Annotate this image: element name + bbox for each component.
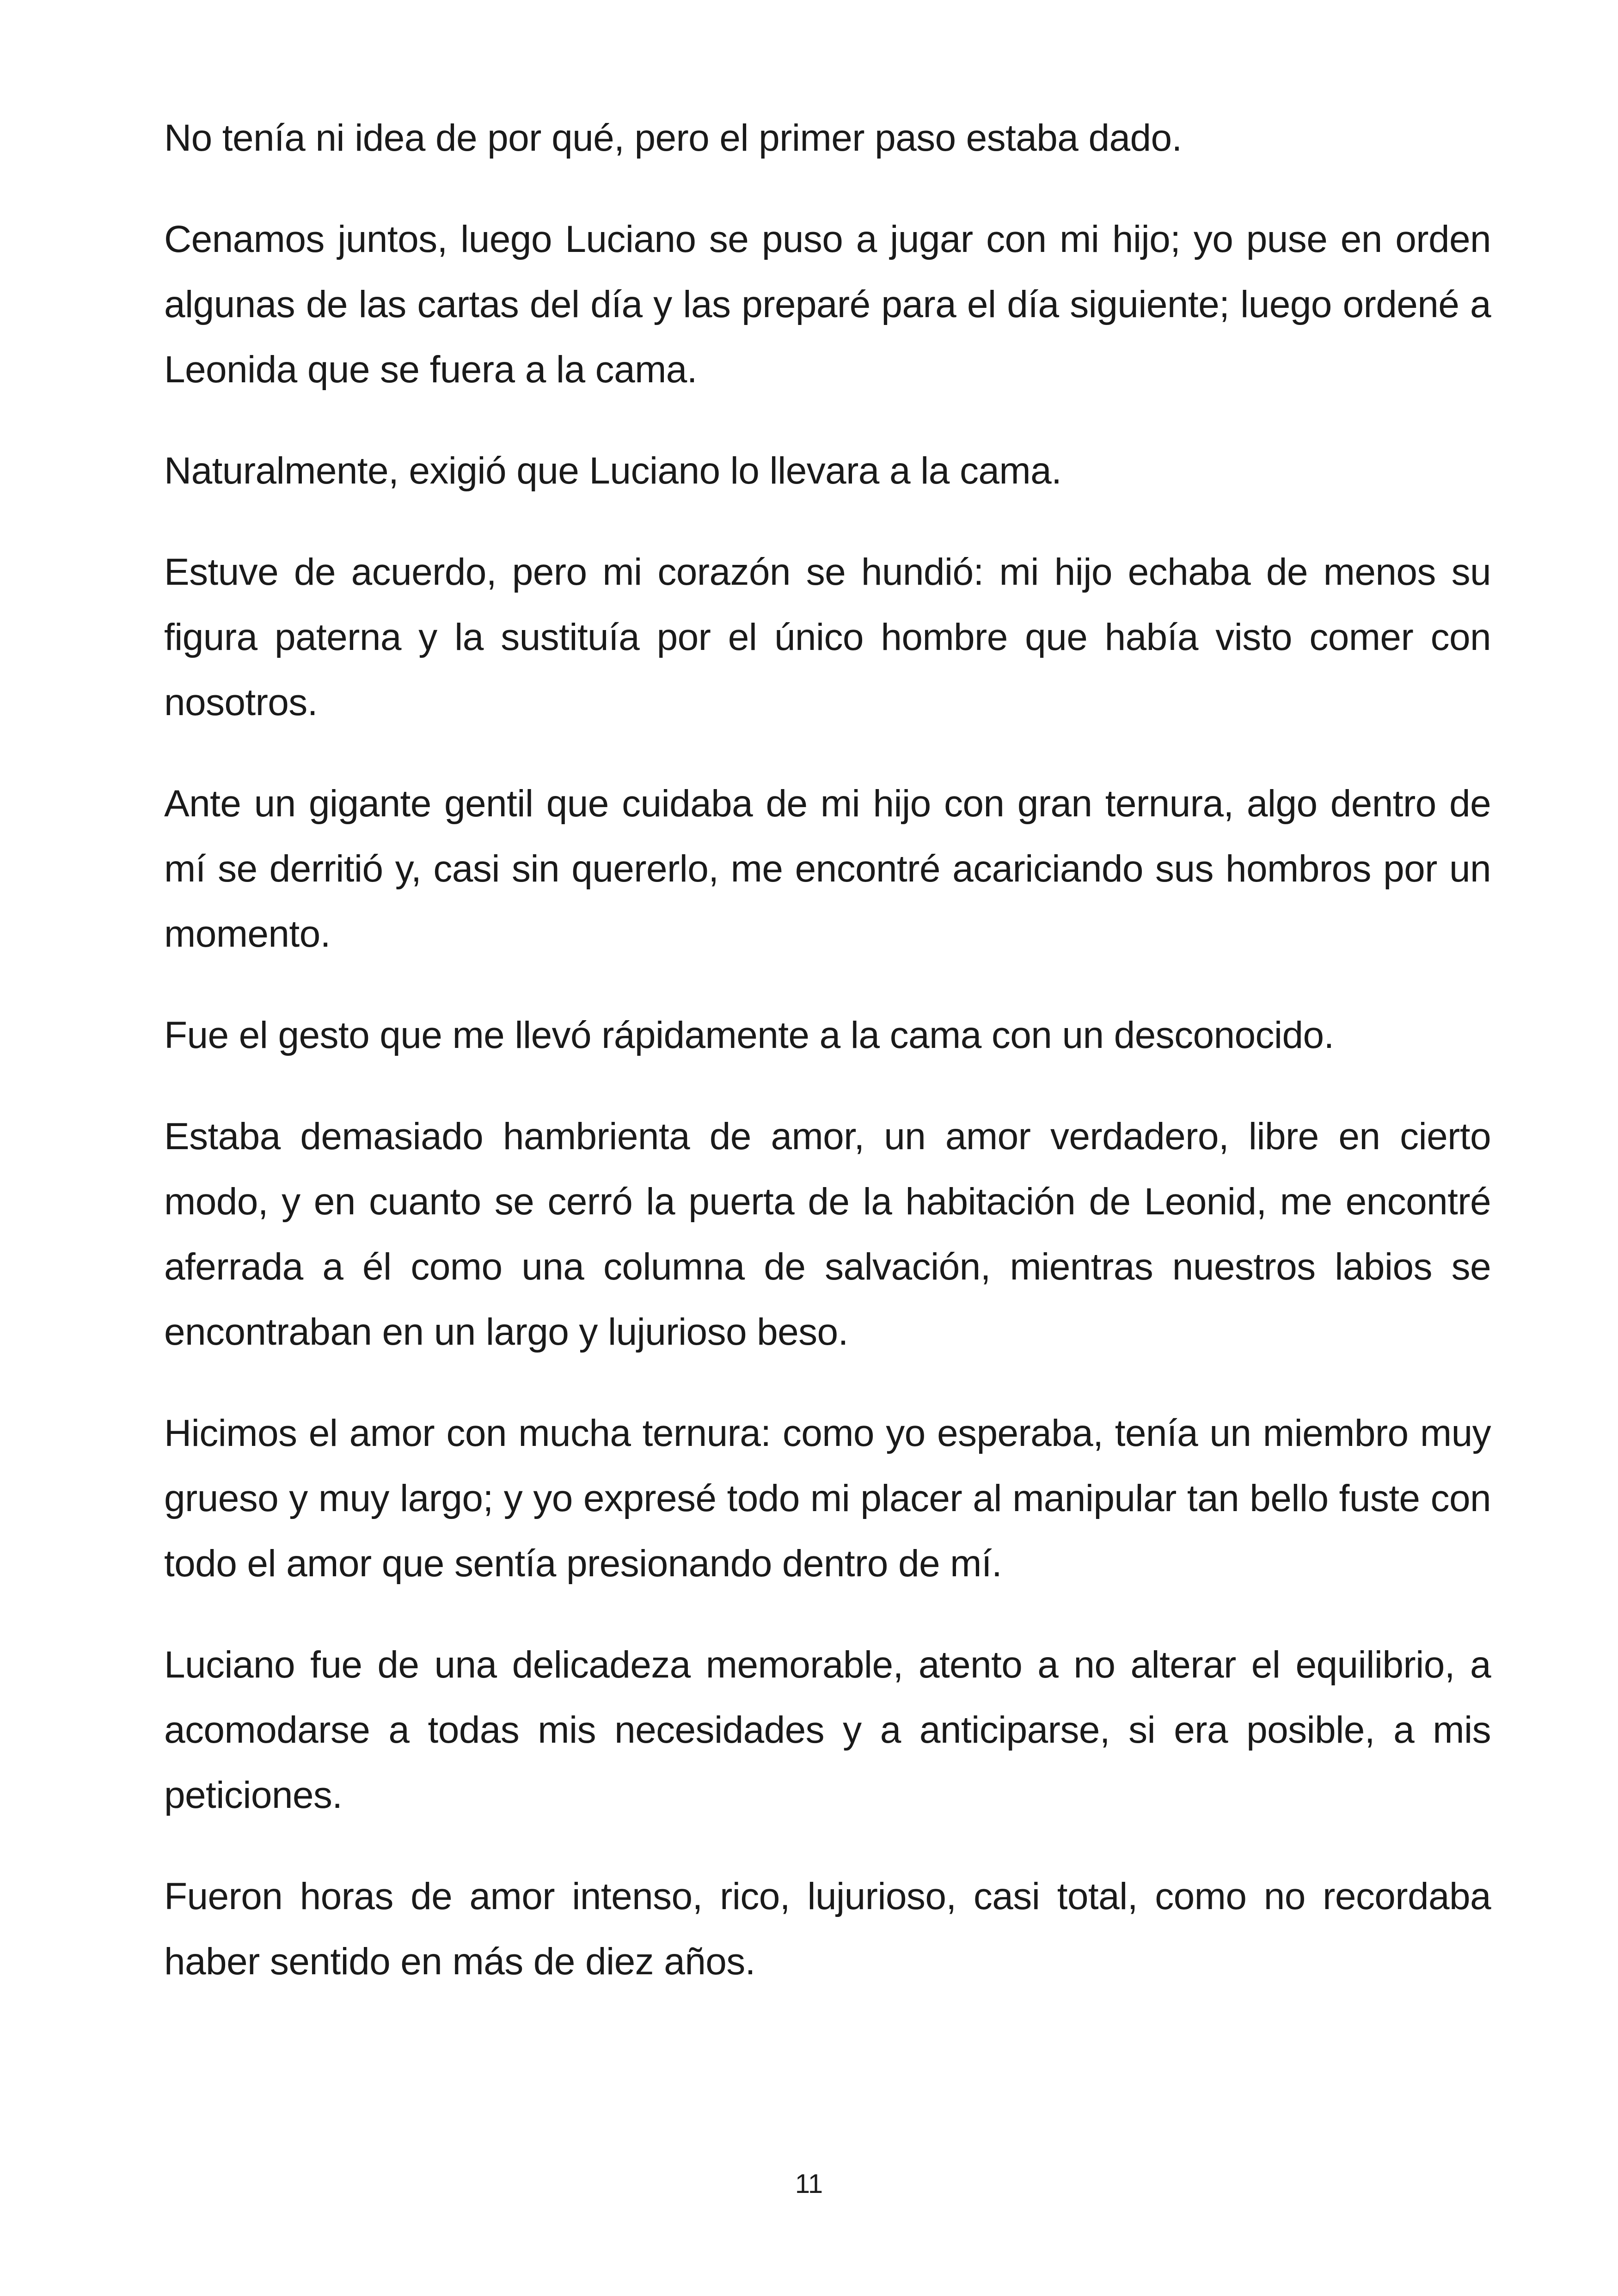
paragraph: Fueron horas de amor intenso, rico, lujurioso, casi total, como no recordaba haber sentido en más de diez años. [164, 1875, 1491, 1983]
paragraph: Estuve de acuerdo, pero mi corazón se hundió: mi hijo echaba de menos su figura paterna y la sustituía por el único hombre que había visto comer con nosotros. [164, 551, 1491, 723]
paragraph: Naturalmente, exigió que Luciano lo llevara a la cama. [164, 450, 1062, 492]
paragraph: Estaba demasiado hambrienta de amor, un amor verdadero, libre en cierto modo, y en cuanto se cerró la puerta de la habitación de Leonid, me encontré aferrada a él como una columna de salvación, mientras nuestros labios se encontraban en un largo y lujurioso beso. [164, 1115, 1491, 1353]
paragraph: Fue el gesto que me llevó rápidamente a la cama con un desconocido. [164, 1014, 1334, 1056]
paragraph: No tenía ni idea de por qué, pero el primer paso estaba dado. [164, 117, 1182, 159]
paragraph: Ante un gigante gentil que cuidaba de mi hijo con gran ternura, algo dentro de mí se derritió y, casi sin quererlo, me encontré acariciando sus hombros por un momento. [164, 783, 1491, 955]
page-body [164, 105, 1491, 2030]
page-number: 11 [795, 2169, 823, 2199]
paragraph: Cenamos juntos, luego Luciano se puso a jugar con mi hijo; yo puse en orden algunas de las cartas del día y las preparé para el día siguiente; luego ordené a Leonida que se fuera a la cama. [164, 218, 1491, 391]
paragraph: Luciano fue de una delicadeza memorable, atento a no alterar el equilibrio, a acomodarse a todas mis necesidades y a anticiparse, si era posible, a mis peticiones. [164, 1644, 1491, 1816]
paragraph: Hicimos el amor con mucha ternura: como yo esperaba, tenía un miembro muy grueso y muy largo; y yo expresé todo mi placer al manipular tan bello fuste con todo el amor que sentía presionando dentro de mí. [164, 1412, 1491, 1585]
